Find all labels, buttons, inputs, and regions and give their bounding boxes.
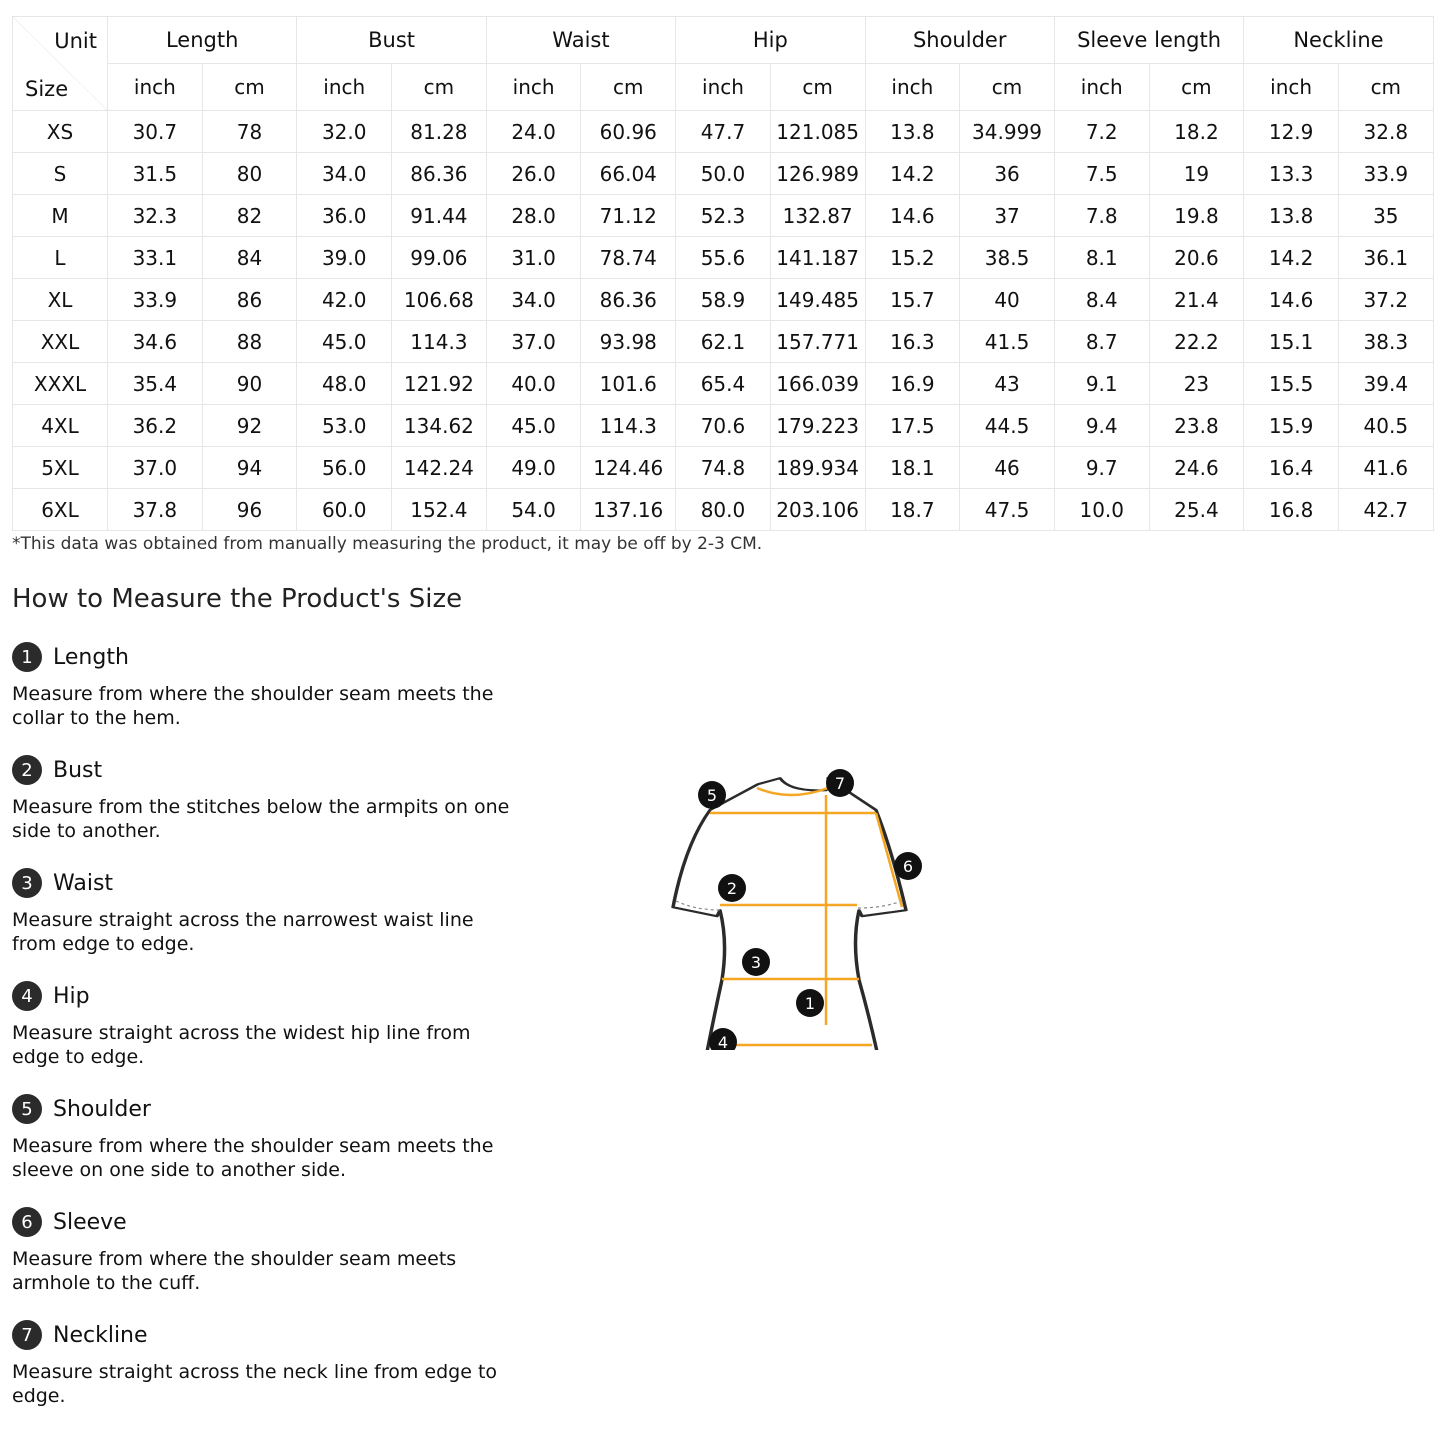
unit-header-inch: inch — [297, 64, 392, 111]
table-cell: 33.1 — [108, 237, 203, 279]
table-cell: 39.4 — [1338, 363, 1433, 405]
table-cell: 60.96 — [581, 111, 676, 153]
table-row — [13, 279, 1434, 321]
step-description: Measure straight across the neck line from edge to edge. — [12, 1361, 498, 1407]
table-cell: 47.7 — [676, 111, 771, 153]
table-cell: 45.0 — [297, 321, 392, 363]
marker-3 — [742, 948, 770, 976]
marker-2 — [718, 874, 746, 902]
table-cell: 101.6 — [581, 363, 676, 405]
table-cell: 41.5 — [960, 321, 1055, 363]
table-cell: 13.3 — [1244, 153, 1339, 195]
table-cell: 17.5 — [865, 405, 960, 447]
dress-measurement-diagram — [640, 750, 960, 1050]
table-cell: 7.5 — [1054, 153, 1149, 195]
table-row — [13, 237, 1434, 279]
table-cell: 78.74 — [581, 237, 676, 279]
table-cell: 134.62 — [392, 405, 487, 447]
table-cell: 152.4 — [392, 489, 487, 531]
table-cell: 19 — [1149, 153, 1244, 195]
table-cell: 82 — [202, 195, 297, 237]
table-cell: 34.0 — [486, 279, 581, 321]
table-cell: 43 — [960, 363, 1055, 405]
table-cell: 32.0 — [297, 111, 392, 153]
table-cell: 179.223 — [770, 405, 865, 447]
corner-size-label: Size — [25, 77, 69, 101]
table-cell: 44.5 — [960, 405, 1055, 447]
table-row — [13, 321, 1434, 363]
unit-header-inch: inch — [676, 64, 771, 111]
table-cell: 74.8 — [676, 447, 771, 489]
marker-5 — [698, 781, 726, 809]
step-name: Waist — [53, 870, 114, 896]
table-cell: 45.0 — [486, 405, 581, 447]
table-cell: 16.4 — [1244, 447, 1339, 489]
table-cell: 19.8 — [1149, 195, 1244, 237]
table-cell: 34.999 — [960, 111, 1055, 153]
table-cell: 37 — [960, 195, 1055, 237]
table-cell: 42.0 — [297, 279, 392, 321]
unit-header-cm: cm — [581, 64, 676, 111]
dress-outline-icon — [640, 750, 960, 1050]
svg-text:2: 2 — [726, 879, 738, 898]
table-cell: 114.3 — [581, 405, 676, 447]
table-cell: 141.187 — [770, 237, 865, 279]
svg-text:6: 6 — [902, 857, 914, 876]
table-cell: 24.6 — [1149, 447, 1244, 489]
size-label-cell: 5XL — [13, 447, 108, 489]
table-cell: 37.0 — [486, 321, 581, 363]
table-cell: 37.2 — [1338, 279, 1433, 321]
table-cell: 203.106 — [770, 489, 865, 531]
table-cell: 14.2 — [1244, 237, 1339, 279]
table-cell: 34.0 — [297, 153, 392, 195]
table-cell: 189.934 — [770, 447, 865, 489]
measure-step-waist — [12, 866, 532, 979]
marker-7 — [826, 769, 854, 797]
table-cell: 91.44 — [392, 195, 487, 237]
step-number-badge: 4 — [12, 981, 42, 1011]
table-cell: 13.8 — [865, 111, 960, 153]
table-cell: 22.2 — [1149, 321, 1244, 363]
size-label-cell: S — [13, 153, 108, 195]
col-header-waist: Waist — [486, 17, 675, 64]
step-number-badge: 7 — [12, 1320, 42, 1350]
svg-text:4: 4 — [717, 1033, 729, 1050]
table-cell: 157.771 — [770, 321, 865, 363]
measurement-disclaimer: *This data was obtained from manually measuring the product, it may be off by 2-3 CM. — [12, 534, 763, 554]
table-cell: 71.12 — [581, 195, 676, 237]
table-cell: 60.0 — [297, 489, 392, 531]
table-row — [13, 447, 1434, 489]
table-cell: 8.7 — [1054, 321, 1149, 363]
table-cell: 46 — [960, 447, 1055, 489]
marker-1 — [796, 989, 824, 1017]
table-cell: 18.7 — [865, 489, 960, 531]
table-row — [13, 195, 1434, 237]
table-cell: 15.5 — [1244, 363, 1339, 405]
col-header-bust: Bust — [297, 17, 486, 64]
col-header-hip: Hip — [676, 17, 865, 64]
unit-header-inch: inch — [1244, 64, 1339, 111]
svg-text:3: 3 — [750, 953, 762, 972]
unit-header-cm: cm — [202, 64, 297, 111]
table-cell: 84 — [202, 237, 297, 279]
table-cell: 149.485 — [770, 279, 865, 321]
size-table-body — [13, 111, 1434, 531]
table-row — [13, 111, 1434, 153]
unit-header-cm: cm — [960, 64, 1055, 111]
step-number-badge: 3 — [12, 868, 42, 898]
table-cell: 23 — [1149, 363, 1244, 405]
table-cell: 53.0 — [297, 405, 392, 447]
table-cell: 14.6 — [1244, 279, 1339, 321]
measure-step-neckline — [12, 1318, 532, 1431]
size-chart-table — [12, 16, 1434, 531]
table-cell: 37.0 — [108, 447, 203, 489]
table-cell: 18.1 — [865, 447, 960, 489]
table-cell: 70.6 — [676, 405, 771, 447]
table-cell: 52.3 — [676, 195, 771, 237]
table-cell: 16.3 — [865, 321, 960, 363]
table-cell: 8.1 — [1054, 237, 1149, 279]
svg-text:5: 5 — [706, 786, 718, 805]
header-row-measurements — [13, 17, 1434, 64]
table-cell: 32.8 — [1338, 111, 1433, 153]
table-cell: 9.4 — [1054, 405, 1149, 447]
measure-step-hip — [12, 979, 532, 1092]
step-description: Measure from where the shoulder seam meets the sleeve on one side to another side. — [12, 1135, 494, 1181]
table-cell: 10.0 — [1054, 489, 1149, 531]
table-cell: 132.87 — [770, 195, 865, 237]
step-description: Measure from where the shoulder seam meets armhole to the cuff. — [12, 1248, 457, 1294]
table-cell: 92 — [202, 405, 297, 447]
table-cell: 48.0 — [297, 363, 392, 405]
size-label-cell: M — [13, 195, 108, 237]
measure-step-length — [12, 640, 532, 753]
col-header-shoulder: Shoulder — [865, 17, 1054, 64]
table-cell: 35.4 — [108, 363, 203, 405]
table-cell: 56.0 — [297, 447, 392, 489]
table-cell: 114.3 — [392, 321, 487, 363]
table-cell: 142.24 — [392, 447, 487, 489]
dress-outline — [673, 778, 906, 1050]
step-description: Measure straight across the widest hip line from edge to edge. — [12, 1022, 471, 1068]
table-cell: 9.1 — [1054, 363, 1149, 405]
table-cell: 7.8 — [1054, 195, 1149, 237]
table-cell: 25.4 — [1149, 489, 1244, 531]
table-cell: 36.1 — [1338, 237, 1433, 279]
unit-header-inch: inch — [108, 64, 203, 111]
table-cell: 126.989 — [770, 153, 865, 195]
table-cell: 12.9 — [1244, 111, 1339, 153]
table-cell: 38.5 — [960, 237, 1055, 279]
table-corner-cell — [13, 17, 108, 111]
table-row — [13, 405, 1434, 447]
table-cell: 37.8 — [108, 489, 203, 531]
table-cell: 58.9 — [676, 279, 771, 321]
table-cell: 88 — [202, 321, 297, 363]
table-cell: 35 — [1338, 195, 1433, 237]
table-cell: 86 — [202, 279, 297, 321]
svg-text:7: 7 — [834, 774, 846, 793]
table-cell: 137.16 — [581, 489, 676, 531]
table-cell: 38.3 — [1338, 321, 1433, 363]
table-cell: 65.4 — [676, 363, 771, 405]
unit-header-inch: inch — [486, 64, 581, 111]
header-row-units — [13, 64, 1434, 111]
step-name: Hip — [53, 983, 90, 1009]
table-cell: 86.36 — [392, 153, 487, 195]
table-cell: 14.6 — [865, 195, 960, 237]
marker-6 — [894, 852, 922, 880]
size-label-cell: XL — [13, 279, 108, 321]
table-cell: 16.9 — [865, 363, 960, 405]
unit-header-cm: cm — [1149, 64, 1244, 111]
unit-header-cm: cm — [1338, 64, 1433, 111]
size-label-cell: XXXL — [13, 363, 108, 405]
table-cell: 23.8 — [1149, 405, 1244, 447]
size-label-cell: L — [13, 237, 108, 279]
col-header-sleeve-length: Sleeve length — [1054, 17, 1243, 64]
table-cell: 94 — [202, 447, 297, 489]
table-cell: 15.9 — [1244, 405, 1339, 447]
step-name: Bust — [53, 757, 103, 783]
table-cell: 21.4 — [1149, 279, 1244, 321]
table-cell: 41.6 — [1338, 447, 1433, 489]
table-cell: 42.7 — [1338, 489, 1433, 531]
table-cell: 55.6 — [676, 237, 771, 279]
unit-header-inch: inch — [1054, 64, 1149, 111]
table-cell: 32.3 — [108, 195, 203, 237]
step-number-badge: 6 — [12, 1207, 42, 1237]
table-cell: 78 — [202, 111, 297, 153]
table-cell: 49.0 — [486, 447, 581, 489]
table-cell: 40.5 — [1338, 405, 1433, 447]
step-name: Shoulder — [53, 1096, 151, 1122]
table-cell: 30.7 — [108, 111, 203, 153]
step-number-badge: 1 — [12, 642, 42, 672]
table-cell: 81.28 — [392, 111, 487, 153]
table-cell: 24.0 — [486, 111, 581, 153]
table-cell: 80 — [202, 153, 297, 195]
table-cell: 9.7 — [1054, 447, 1149, 489]
table-cell: 62.1 — [676, 321, 771, 363]
step-name: Length — [53, 644, 129, 670]
table-cell: 54.0 — [486, 489, 581, 531]
corner-unit-label: Unit — [54, 29, 97, 53]
table-cell: 99.06 — [392, 237, 487, 279]
table-cell: 33.9 — [108, 279, 203, 321]
table-cell: 40 — [960, 279, 1055, 321]
table-cell: 26.0 — [486, 153, 581, 195]
table-cell: 36 — [960, 153, 1055, 195]
table-cell: 39.0 — [297, 237, 392, 279]
table-cell: 13.8 — [1244, 195, 1339, 237]
table-cell: 15.7 — [865, 279, 960, 321]
unit-header-inch: inch — [865, 64, 960, 111]
col-header-neckline: Neckline — [1244, 17, 1433, 64]
table-cell: 33.9 — [1338, 153, 1433, 195]
table-cell: 18.2 — [1149, 111, 1244, 153]
step-number-badge: 5 — [12, 1094, 42, 1124]
size-label-cell: XS — [13, 111, 108, 153]
table-cell: 15.1 — [1244, 321, 1339, 363]
table-cell: 16.8 — [1244, 489, 1339, 531]
table-cell: 93.98 — [581, 321, 676, 363]
unit-header-cm: cm — [392, 64, 487, 111]
table-cell: 8.4 — [1054, 279, 1149, 321]
size-label-cell: 6XL — [13, 489, 108, 531]
measure-steps-list — [12, 640, 532, 1431]
table-cell: 36.0 — [297, 195, 392, 237]
step-number-badge: 2 — [12, 755, 42, 785]
table-cell: 124.46 — [581, 447, 676, 489]
measure-step-bust — [12, 753, 532, 866]
size-label-cell: XXL — [13, 321, 108, 363]
table-cell: 50.0 — [676, 153, 771, 195]
measure-step-shoulder — [12, 1092, 532, 1205]
table-cell: 121.92 — [392, 363, 487, 405]
measure-guide-title: How to Measure the Product's Size — [12, 584, 463, 614]
step-name: Neckline — [53, 1322, 148, 1348]
table-cell: 34.6 — [108, 321, 203, 363]
unit-header-cm: cm — [770, 64, 865, 111]
step-description: Measure from where the shoulder seam meets the collar to the hem. — [12, 683, 494, 729]
col-header-length: Length — [108, 17, 297, 64]
table-row — [13, 489, 1434, 531]
table-cell: 66.04 — [581, 153, 676, 195]
table-cell: 14.2 — [865, 153, 960, 195]
step-description: Measure straight across the narrowest waist line from edge to edge. — [12, 909, 474, 955]
table-cell: 106.68 — [392, 279, 487, 321]
table-cell: 20.6 — [1149, 237, 1244, 279]
table-cell: 40.0 — [486, 363, 581, 405]
table-cell: 7.2 — [1054, 111, 1149, 153]
size-label-cell: 4XL — [13, 405, 108, 447]
table-cell: 80.0 — [676, 489, 771, 531]
table-cell: 31.5 — [108, 153, 203, 195]
table-cell: 47.5 — [960, 489, 1055, 531]
table-cell: 86.36 — [581, 279, 676, 321]
table-row — [13, 153, 1434, 195]
table-cell: 31.0 — [486, 237, 581, 279]
table-cell: 90 — [202, 363, 297, 405]
svg-text:1: 1 — [804, 994, 816, 1013]
step-description: Measure from the stitches below the armpits on one side to another. — [12, 796, 510, 842]
table-cell: 96 — [202, 489, 297, 531]
step-name: Sleeve — [53, 1209, 127, 1235]
table-cell: 15.2 — [865, 237, 960, 279]
table-cell: 121.085 — [770, 111, 865, 153]
measure-step-sleeve — [12, 1205, 532, 1318]
table-cell: 166.039 — [770, 363, 865, 405]
table-cell: 28.0 — [486, 195, 581, 237]
table-row — [13, 363, 1434, 405]
table-cell: 36.2 — [108, 405, 203, 447]
